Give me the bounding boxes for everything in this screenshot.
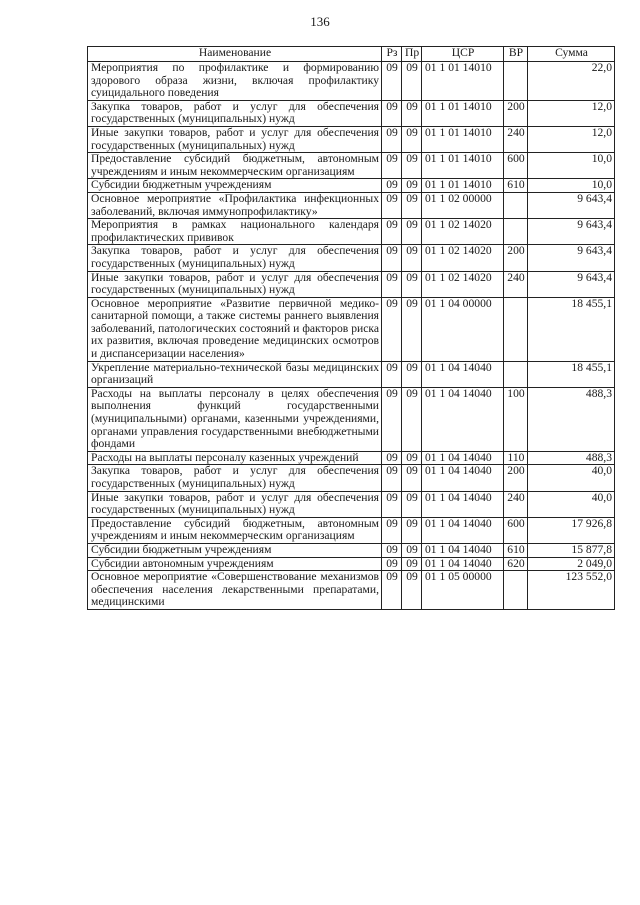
row-rz: 09 [382, 100, 402, 126]
row-rz: 09 [382, 192, 402, 218]
row-name: Субсидии бюджетным учреждениям [88, 543, 382, 557]
row-rz: 09 [382, 465, 402, 491]
row-rz: 09 [382, 543, 402, 557]
row-pr: 09 [402, 126, 422, 152]
row-rz: 09 [382, 571, 402, 610]
row-csr: 01 1 04 14040 [422, 557, 504, 571]
row-vr: 610 [504, 179, 528, 193]
row-csr: 01 1 01 14010 [422, 100, 504, 126]
row-csr: 01 1 04 14040 [422, 491, 504, 517]
row-name: Расходы на выплаты персоналу в целях обеспечения выполнения функций государственными (муниципальными) органами, казенными учреждениями, органами управления государственными внебюджетными фондами [88, 387, 382, 451]
row-csr: 01 1 04 14040 [422, 517, 504, 543]
row-sum: 40,0 [528, 491, 615, 517]
table-row [88, 517, 615, 543]
header-csr: ЦСР [422, 47, 504, 62]
row-sum: 9 643,4 [528, 271, 615, 297]
table-header-row [88, 47, 615, 62]
row-pr: 09 [402, 491, 422, 517]
row-pr: 09 [402, 543, 422, 557]
header-rz: Рз [382, 47, 402, 62]
row-sum: 40,0 [528, 465, 615, 491]
row-name: Мероприятия в рамках национального календаря профилактических прививок [88, 219, 382, 245]
row-name: Закупка товаров, работ и услуг для обеспечения государственных (муниципальных) нужд [88, 465, 382, 491]
row-pr: 09 [402, 62, 422, 101]
row-vr: 240 [504, 491, 528, 517]
row-vr [504, 571, 528, 610]
table-row [88, 361, 615, 387]
row-vr: 200 [504, 465, 528, 491]
row-pr: 09 [402, 271, 422, 297]
row-rz: 09 [382, 62, 402, 101]
row-name: Иные закупки товаров, работ и услуг для обеспечения государственных (муниципальных) нужд [88, 271, 382, 297]
row-pr: 09 [402, 465, 422, 491]
row-name: Основное мероприятие «Профилактика инфекционных заболеваний, включая иммунопрофилактику» [88, 192, 382, 218]
row-name: Расходы на выплаты персоналу казенных учреждений [88, 451, 382, 465]
row-sum: 12,0 [528, 100, 615, 126]
row-rz: 09 [382, 517, 402, 543]
header-vr: ВР [504, 47, 528, 62]
row-csr: 01 1 02 14020 [422, 271, 504, 297]
row-sum: 18 455,1 [528, 297, 615, 361]
row-sum: 15 877,8 [528, 543, 615, 557]
row-rz: 09 [382, 361, 402, 387]
row-vr [504, 219, 528, 245]
row-pr: 09 [402, 571, 422, 610]
row-vr: 600 [504, 153, 528, 179]
row-name: Укрепление материально-технической базы медицинских организаций [88, 361, 382, 387]
row-vr: 620 [504, 557, 528, 571]
row-pr: 09 [402, 153, 422, 179]
row-pr: 09 [402, 297, 422, 361]
row-name: Мероприятия по профилактике и формированию здорового образа жизни, включая профилактику суицидального поведения [88, 62, 382, 101]
row-csr: 01 1 04 14040 [422, 543, 504, 557]
table-row [88, 219, 615, 245]
row-rz: 09 [382, 297, 402, 361]
table-row [88, 271, 615, 297]
table-row [88, 153, 615, 179]
row-rz: 09 [382, 219, 402, 245]
table-row [88, 451, 615, 465]
row-name: Субсидии автономным учреждениям [88, 557, 382, 571]
row-csr: 01 1 02 14020 [422, 219, 504, 245]
table-row [88, 491, 615, 517]
row-rz: 09 [382, 245, 402, 271]
row-vr: 110 [504, 451, 528, 465]
row-csr: 01 1 04 14040 [422, 465, 504, 491]
header-sum: Сумма [528, 47, 615, 62]
row-sum: 488,3 [528, 387, 615, 451]
row-vr: 200 [504, 245, 528, 271]
row-name: Субсидии бюджетным учреждениям [88, 179, 382, 193]
row-rz: 09 [382, 153, 402, 179]
row-pr: 09 [402, 100, 422, 126]
row-rz: 09 [382, 126, 402, 152]
row-vr: 240 [504, 126, 528, 152]
row-pr: 09 [402, 557, 422, 571]
row-csr: 01 1 04 14040 [422, 451, 504, 465]
row-name: Иные закупки товаров, работ и услуг для обеспечения государственных (муниципальных) нужд [88, 491, 382, 517]
row-pr: 09 [402, 361, 422, 387]
table-row [88, 571, 615, 610]
row-sum: 12,0 [528, 126, 615, 152]
header-pr: Пр [402, 47, 422, 62]
table-row [88, 192, 615, 218]
row-sum: 22,0 [528, 62, 615, 101]
table-row [88, 100, 615, 126]
budget-table [87, 46, 615, 610]
row-csr: 01 1 04 14040 [422, 387, 504, 451]
table-row [88, 557, 615, 571]
table-row [88, 297, 615, 361]
row-vr [504, 192, 528, 218]
row-pr: 09 [402, 219, 422, 245]
row-sum: 10,0 [528, 179, 615, 193]
row-rz: 09 [382, 179, 402, 193]
row-sum: 9 643,4 [528, 192, 615, 218]
row-name: Основное мероприятие «Развитие первичной медико-санитарной помощи, а также системы раннего выявления заболеваний, патологических состояний и факторов риска их развития, включая проведение медицинских осмотров и диспансеризации населения» [88, 297, 382, 361]
table-row [88, 245, 615, 271]
row-csr: 01 1 04 14040 [422, 361, 504, 387]
row-csr: 01 1 01 14010 [422, 62, 504, 101]
table-row [88, 387, 615, 451]
row-vr [504, 361, 528, 387]
table-row [88, 62, 615, 101]
row-vr [504, 297, 528, 361]
row-name: Иные закупки товаров, работ и услуг для обеспечения государственных (муниципальных) нужд [88, 126, 382, 152]
row-sum: 123 552,0 [528, 571, 615, 610]
table-row [88, 126, 615, 152]
row-sum: 9 643,4 [528, 219, 615, 245]
row-sum: 17 926,8 [528, 517, 615, 543]
row-rz: 09 [382, 451, 402, 465]
row-csr: 01 1 02 00000 [422, 192, 504, 218]
row-name: Основное мероприятие «Совершенствование механизмов обеспечения населения лекарственными препаратами, медицинскими [88, 571, 382, 610]
row-vr: 100 [504, 387, 528, 451]
row-csr: 01 1 01 14010 [422, 153, 504, 179]
row-vr [504, 62, 528, 101]
row-sum: 9 643,4 [528, 245, 615, 271]
row-rz: 09 [382, 387, 402, 451]
row-vr: 240 [504, 271, 528, 297]
table-row [88, 465, 615, 491]
row-pr: 09 [402, 192, 422, 218]
header-name: Наименование [88, 47, 382, 62]
row-name: Закупка товаров, работ и услуг для обеспечения государственных (муниципальных) нужд [88, 245, 382, 271]
page-number: 136 [310, 14, 330, 29]
row-sum: 488,3 [528, 451, 615, 465]
row-pr: 09 [402, 451, 422, 465]
row-vr: 200 [504, 100, 528, 126]
row-rz: 09 [382, 491, 402, 517]
row-csr: 01 1 04 00000 [422, 297, 504, 361]
table-row [88, 543, 615, 557]
row-sum: 18 455,1 [528, 361, 615, 387]
row-name: Предоставление субсидий бюджетным, автономным учреждениям и иным некоммерческим организациям [88, 517, 382, 543]
row-pr: 09 [402, 387, 422, 451]
table-row [88, 179, 615, 193]
row-csr: 01 1 01 14010 [422, 126, 504, 152]
row-pr: 09 [402, 245, 422, 271]
row-csr: 01 1 05 00000 [422, 571, 504, 610]
row-rz: 09 [382, 271, 402, 297]
row-sum: 2 049,0 [528, 557, 615, 571]
row-csr: 01 1 01 14010 [422, 179, 504, 193]
row-name: Закупка товаров, работ и услуг для обеспечения государственных (муниципальных) нужд [88, 100, 382, 126]
row-pr: 09 [402, 517, 422, 543]
row-rz: 09 [382, 557, 402, 571]
row-sum: 10,0 [528, 153, 615, 179]
row-name: Предоставление субсидий бюджетным, автономным учреждениям и иным некоммерческим организациям [88, 153, 382, 179]
row-csr: 01 1 02 14020 [422, 245, 504, 271]
row-vr: 610 [504, 543, 528, 557]
row-pr: 09 [402, 179, 422, 193]
row-vr: 600 [504, 517, 528, 543]
